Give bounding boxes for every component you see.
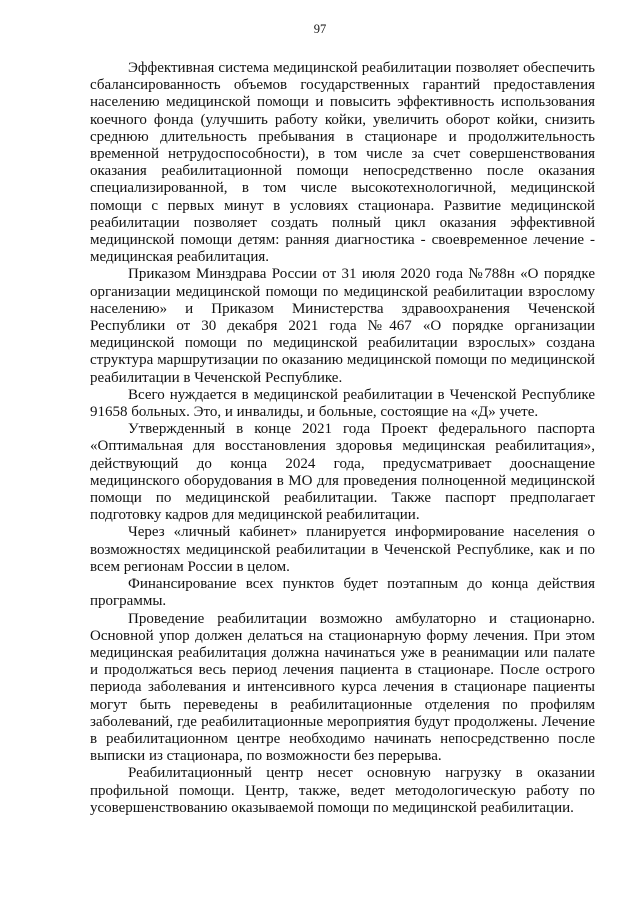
paragraph-patients-needing-rehab: Всего нуждается в медицинской реабилитации в Чеченской Республике 91658 больных. Это, и инвалиды, и больные, состоящие на «Д» учете. <box>90 386 595 421</box>
paragraph-personal-account-informing: Через «личный кабинет» планируется информирование населения о возможностях медицинской реабилитации в Чеченской Республике, как и по всем регионам России в целом. <box>90 524 595 575</box>
paragraph-federal-passport-project: Утвержденный в конце 2021 года Проект федерального паспорта «Оптимальная для восстановления здоровья медицинская реабилитация», действующий до конца 2024 года, предусматривает дооснащение медицинского оборудования в МО для проведения полноценной медицинской помощи по медицинской реабилитации. Также паспорт предполагает подготовку кадров для медицинской реабилитации. <box>90 421 595 524</box>
paragraph-rehab-system-efficiency: Эффективная система медицинской реабилитации позволяет обеспечить сбалансированность объемов государственных гарантий предоставления населению медицинской помощи и повысить эффективность использования коечного фонда (улучшить работу койки, увеличить оборот койки, снизить среднюю длительность пребывания в стационаре и продолжительность временной нетрудоспособности), в том числе за счет совершенствования оказания реабилитационной помощи непосредственно после оказания специализированной, в том числе высокотехнологичной, медицинской помощи с первых минут в условиях стационара. Развитие медицинской реабилитации позволяет создать полный цикл оказания эффективной медицинской помощи детям: ранняя диагностика - своевременное лечение - медицинская реабилитация. <box>90 60 595 266</box>
paragraph-rehab-forms: Проведение реабилитации возможно амбулаторно и стационарно. Основной упор должен делаться на стационарную форму лечения. При этом медицинская реабилитация должна начинаться уже в реанимации или палате и продолжаться весь период лечения пациента в стационаре. После острого периода заболевания и интенсивного курса лечения в стационаре пациенты могут быть переведены в реабилитационные отделения по профилям заболеваний, где реабилитационные мероприятия будут продолжены. Лечение в реабилитационном центре необходимо начинать непосредственно после выписки из стационара, по возможности без перерыва. <box>90 610 595 765</box>
page-number: 97 <box>313 22 327 36</box>
paragraph-ministry-orders: Приказом Минздрава России от 31 июля 2020 года №788н «О порядке организации медицинской помощи по медицинской реабилитации взрослому населению» и Приказом Министерства здравоохранения Чеченской Республики от 30 декабря 2021 года №467 «О порядке организации медицинской помощи по медицинской реабилитации взрослых» создана структура маршрутизации по оказанию медицинской помощи по медицинской реабилитации в Чеченской Республике. <box>90 266 595 386</box>
document-body <box>90 60 595 817</box>
paragraph-financing: Финансирование всех пунктов будет поэтапным до конца действия программы. <box>90 576 595 610</box>
paragraph-rehab-center: Реабилитационный центр несет основную нагрузку в оказании профильной помощи. Центр, также, ведет методологическую работу по усовершенствованию оказываемой помощи по медицинской реабилитации. <box>90 765 595 816</box>
